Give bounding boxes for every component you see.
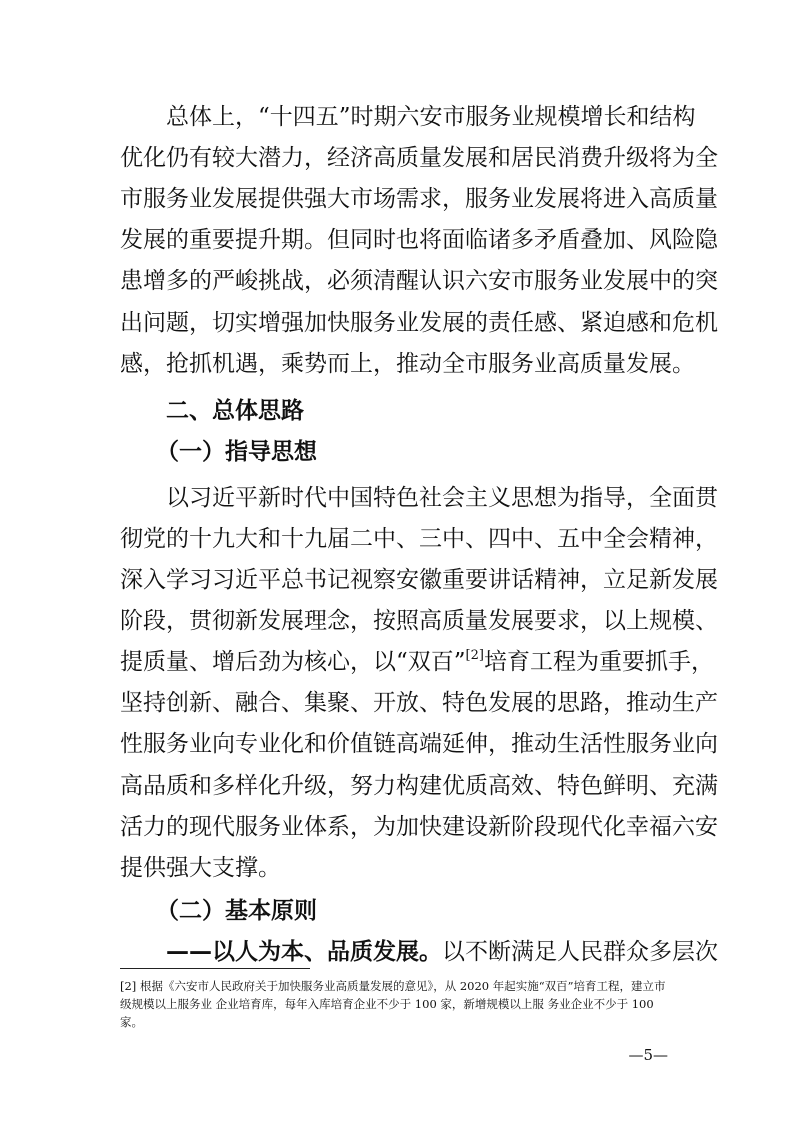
footnote-line: [2] 根据《六安市人民政府关于加快服务业高质量发展的意见》，从 2020 年起实施“双百”培育工程，建立市 [120, 979, 666, 993]
footnote-line: 家。 [120, 1015, 143, 1029]
paragraph-line: 患增多的严峻挑战，必须清醒认识六安市服务业发展中的突 [120, 268, 718, 294]
paragraph-line: 总体上，“十四五”时期六安市服务业规模增长和结构 [166, 104, 696, 130]
subsection-heading: （二）基本原则 [156, 898, 317, 924]
subsection-heading: （一）指导思想 [156, 439, 317, 465]
paragraph-line: 彻党的十九大和十九届二中、三中、四中、五中全会精神， [120, 526, 718, 552]
paragraph-line: 发展的重要提升期。但同时也将面临诸多矛盾叠加、风险隐 [120, 227, 718, 253]
footnote-line: 级规模以上服务业 企业培育库，每年入库培育企业不少于 100 家，新增规模以上服 务业企业不少于 100 [120, 997, 654, 1011]
paragraph-line: 坚持创新、融合、集聚、开放、特色发展的思路，推动生产 [120, 690, 718, 716]
paragraph-line: 阶段，贯彻新发展理念，按照高质量发展要求，以上规模、 [120, 608, 718, 634]
line-text: 以不断满足人民群众多层次 [442, 939, 718, 965]
paragraph-line: 深入学习习近平总书记视察安徽重要讲话精神，立足新发展 [120, 567, 718, 593]
line-text: 提质量、增后劲为核心，以“双百” [120, 649, 466, 675]
section-heading: 二、总体思路 [166, 398, 304, 424]
paragraph-line: 提供强大支撑。 [120, 855, 281, 881]
paragraph-line: 性服务业向专业化和价值链高端延伸，推动生活性服务业向 [120, 731, 718, 757]
paragraph-line: 活力的现代服务业体系，为加快建设新阶段现代化幸福六安 [120, 814, 718, 840]
paragraph-line: 以习近平新时代中国特色社会主义思想为指导，全面贯 [166, 485, 718, 511]
principle-title: ——以人为本、品质发展。 [166, 939, 442, 965]
paragraph-line: 优化仍有较大潜力，经济高质量发展和居民消费升级将为全 [120, 145, 718, 171]
paragraph-line [120, 647, 714, 677]
line-text: 培育工程为重要抓手， [483, 649, 714, 675]
paragraph-line: 出问题，切实增强加快服务业发展的责任感、紧迫感和危机 [120, 310, 718, 336]
paragraph-line: 感，抢抓机遇，乘势而上，推动全市服务业高质量发展。 [120, 351, 695, 377]
paragraph-line: 市服务业发展提供强大市场需求，服务业发展将进入高质量 [120, 186, 718, 212]
footnote-divider [120, 968, 310, 969]
paragraph-line [166, 937, 718, 967]
footnote-reference[interactable]: [2] [465, 648, 484, 663]
page-number: —5— [628, 1046, 668, 1064]
paragraph-line: 高品质和多样化升级，努力构建优质高效、特色鲜明、充满 [120, 773, 718, 799]
